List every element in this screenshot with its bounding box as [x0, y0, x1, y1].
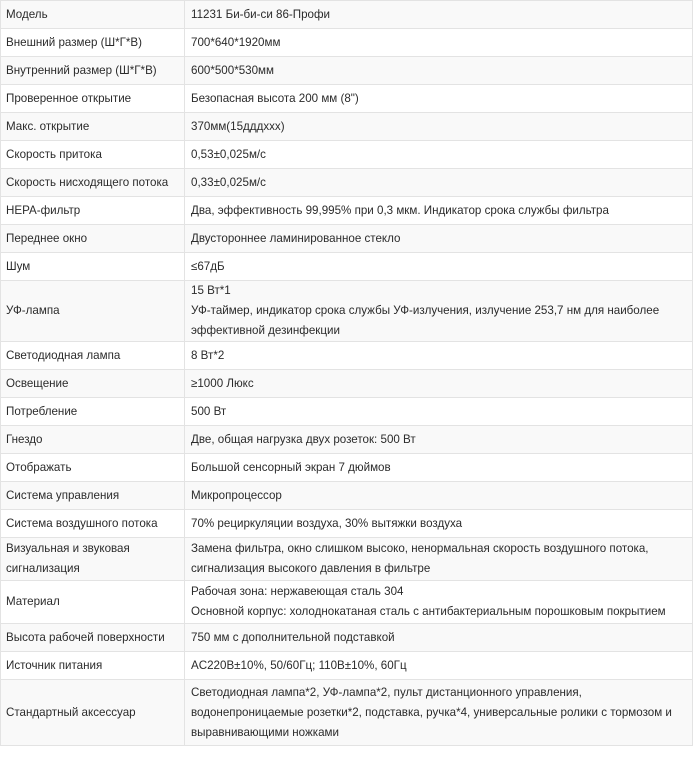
spec-label: Система управления — [1, 482, 185, 510]
spec-value — [185, 510, 693, 538]
spec-value-line: ≥1000 Люкс — [191, 376, 254, 390]
spec-label: Стандартный аксессуар — [1, 680, 185, 746]
spec-value — [185, 225, 693, 253]
spec-label: Гнездо — [1, 426, 185, 454]
spec-value-line: 750 мм с дополнительной подставкой — [191, 630, 395, 644]
spec-value — [185, 169, 693, 197]
spec-row — [1, 225, 693, 253]
spec-row — [1, 197, 693, 225]
spec-value — [185, 29, 693, 57]
spec-value — [185, 426, 693, 454]
spec-value — [185, 652, 693, 680]
spec-row — [1, 1, 693, 29]
spec-label: Скорость притока — [1, 141, 185, 169]
spec-label: Модель — [1, 1, 185, 29]
spec-value-line: 70% рециркуляции воздуха, 30% вытяжки воздуха — [191, 516, 463, 530]
spec-value-line: 0,33±0,025м/с — [191, 175, 266, 189]
spec-value-line: AC220В±10%, 50/60Гц; 110В±10%, 60Гц — [191, 658, 407, 672]
spec-value-line: 8 Вт*2 — [191, 348, 225, 362]
spec-row — [1, 510, 693, 538]
spec-label: УФ-лампа — [1, 281, 185, 342]
spec-label: Потребление — [1, 398, 185, 426]
spec-value-line: 500 Вт — [191, 404, 227, 418]
spec-value-line: Безопасная высота 200 мм (8") — [191, 91, 359, 105]
spec-value — [185, 581, 693, 624]
spec-value — [185, 253, 693, 281]
spec-label: Макс. открытие — [1, 113, 185, 141]
spec-value — [185, 85, 693, 113]
spec-value-line: Рабочая зона: нержавеющая сталь 304 — [191, 585, 404, 598]
spec-row — [1, 281, 693, 342]
spec-value-line: 600*500*530мм — [191, 63, 274, 77]
spec-value-line: Микропроцессор — [191, 488, 282, 502]
spec-value-line: УФ-таймер, индикатор срока службы УФ-излучения, излучение 253,7 нм для наиболее эффективной дезинфекции — [191, 304, 660, 337]
spec-row — [1, 680, 693, 746]
spec-value-line: 11231 Би-би-си 86-Профи — [191, 7, 331, 21]
spec-label: Светодиодная лампа — [1, 342, 185, 370]
spec-label: Внешний размер (Ш*Г*В) — [1, 29, 185, 57]
spec-row — [1, 370, 693, 398]
spec-row — [1, 624, 693, 652]
spec-row — [1, 652, 693, 680]
spec-row — [1, 426, 693, 454]
spec-row — [1, 85, 693, 113]
spec-label: Шум — [1, 253, 185, 281]
spec-value — [185, 454, 693, 482]
spec-row — [1, 538, 693, 581]
spec-value-line: 15 Вт*1 — [191, 284, 231, 297]
spec-row — [1, 454, 693, 482]
spec-row — [1, 398, 693, 426]
specifications-table-body — [1, 1, 693, 746]
spec-value-line: Два, эффективность 99,995% при 0,3 мкм. Индикатор срока службы фильтра — [191, 203, 609, 217]
spec-value — [185, 141, 693, 169]
spec-label: Проверенное открытие — [1, 85, 185, 113]
spec-value-line: 700*640*1920мм — [191, 35, 281, 49]
spec-value — [185, 482, 693, 510]
spec-value-line: Большой сенсорный экран 7 дюймов — [191, 460, 391, 474]
spec-value-line: Основной корпус: холоднокатаная сталь с антибактериальным порошковым покрытием — [191, 605, 666, 618]
spec-value — [185, 680, 693, 746]
spec-label: Переднее окно — [1, 225, 185, 253]
spec-value — [185, 281, 693, 342]
spec-value — [185, 370, 693, 398]
spec-label: Высота рабочей поверхности — [1, 624, 185, 652]
spec-row — [1, 482, 693, 510]
spec-label: Скорость нисходящего потока — [1, 169, 185, 197]
spec-label: Источник питания — [1, 652, 185, 680]
spec-row — [1, 342, 693, 370]
spec-label: Внутренний размер (Ш*Г*В) — [1, 57, 185, 85]
spec-value — [185, 398, 693, 426]
spec-value-line: 0,53±0,025м/с — [191, 147, 266, 161]
spec-label: Система воздушного потока — [1, 510, 185, 538]
spec-value-line: Замена фильтра, окно слишком высоко, ненормальная скорость воздушного потока, сигнализация высокого давления в фильтре — [191, 542, 649, 575]
spec-value — [185, 1, 693, 29]
spec-value-line: Две, общая нагрузка двух розеток: 500 Вт — [191, 432, 416, 446]
spec-row — [1, 169, 693, 197]
spec-value — [185, 342, 693, 370]
spec-row — [1, 29, 693, 57]
spec-label: Материал — [1, 581, 185, 624]
spec-value — [185, 197, 693, 225]
spec-label: Визуальная и звуковая сигнализация — [1, 538, 185, 581]
spec-row — [1, 581, 693, 624]
spec-value-line: ≤67дБ — [191, 259, 225, 273]
spec-value — [185, 538, 693, 581]
spec-value — [185, 57, 693, 85]
spec-value — [185, 624, 693, 652]
spec-row — [1, 113, 693, 141]
spec-value-line: Светодиодная лампа*2, УФ-лампа*2, пульт дистанционного управления, водонепроницаемые розетки*2, подставка, ручка*4, универсальные ролики с тормозом и выравнивающими ножками — [191, 685, 672, 739]
spec-row — [1, 253, 693, 281]
spec-label: Отображать — [1, 454, 185, 482]
spec-value-line: 370мм(15дддххх) — [191, 119, 285, 133]
spec-value — [185, 113, 693, 141]
spec-label: HEPA-фильтр — [1, 197, 185, 225]
spec-label: Освещение — [1, 370, 185, 398]
spec-row — [1, 57, 693, 85]
spec-value-line: Двустороннее ламинированное стекло — [191, 231, 401, 245]
spec-row — [1, 141, 693, 169]
